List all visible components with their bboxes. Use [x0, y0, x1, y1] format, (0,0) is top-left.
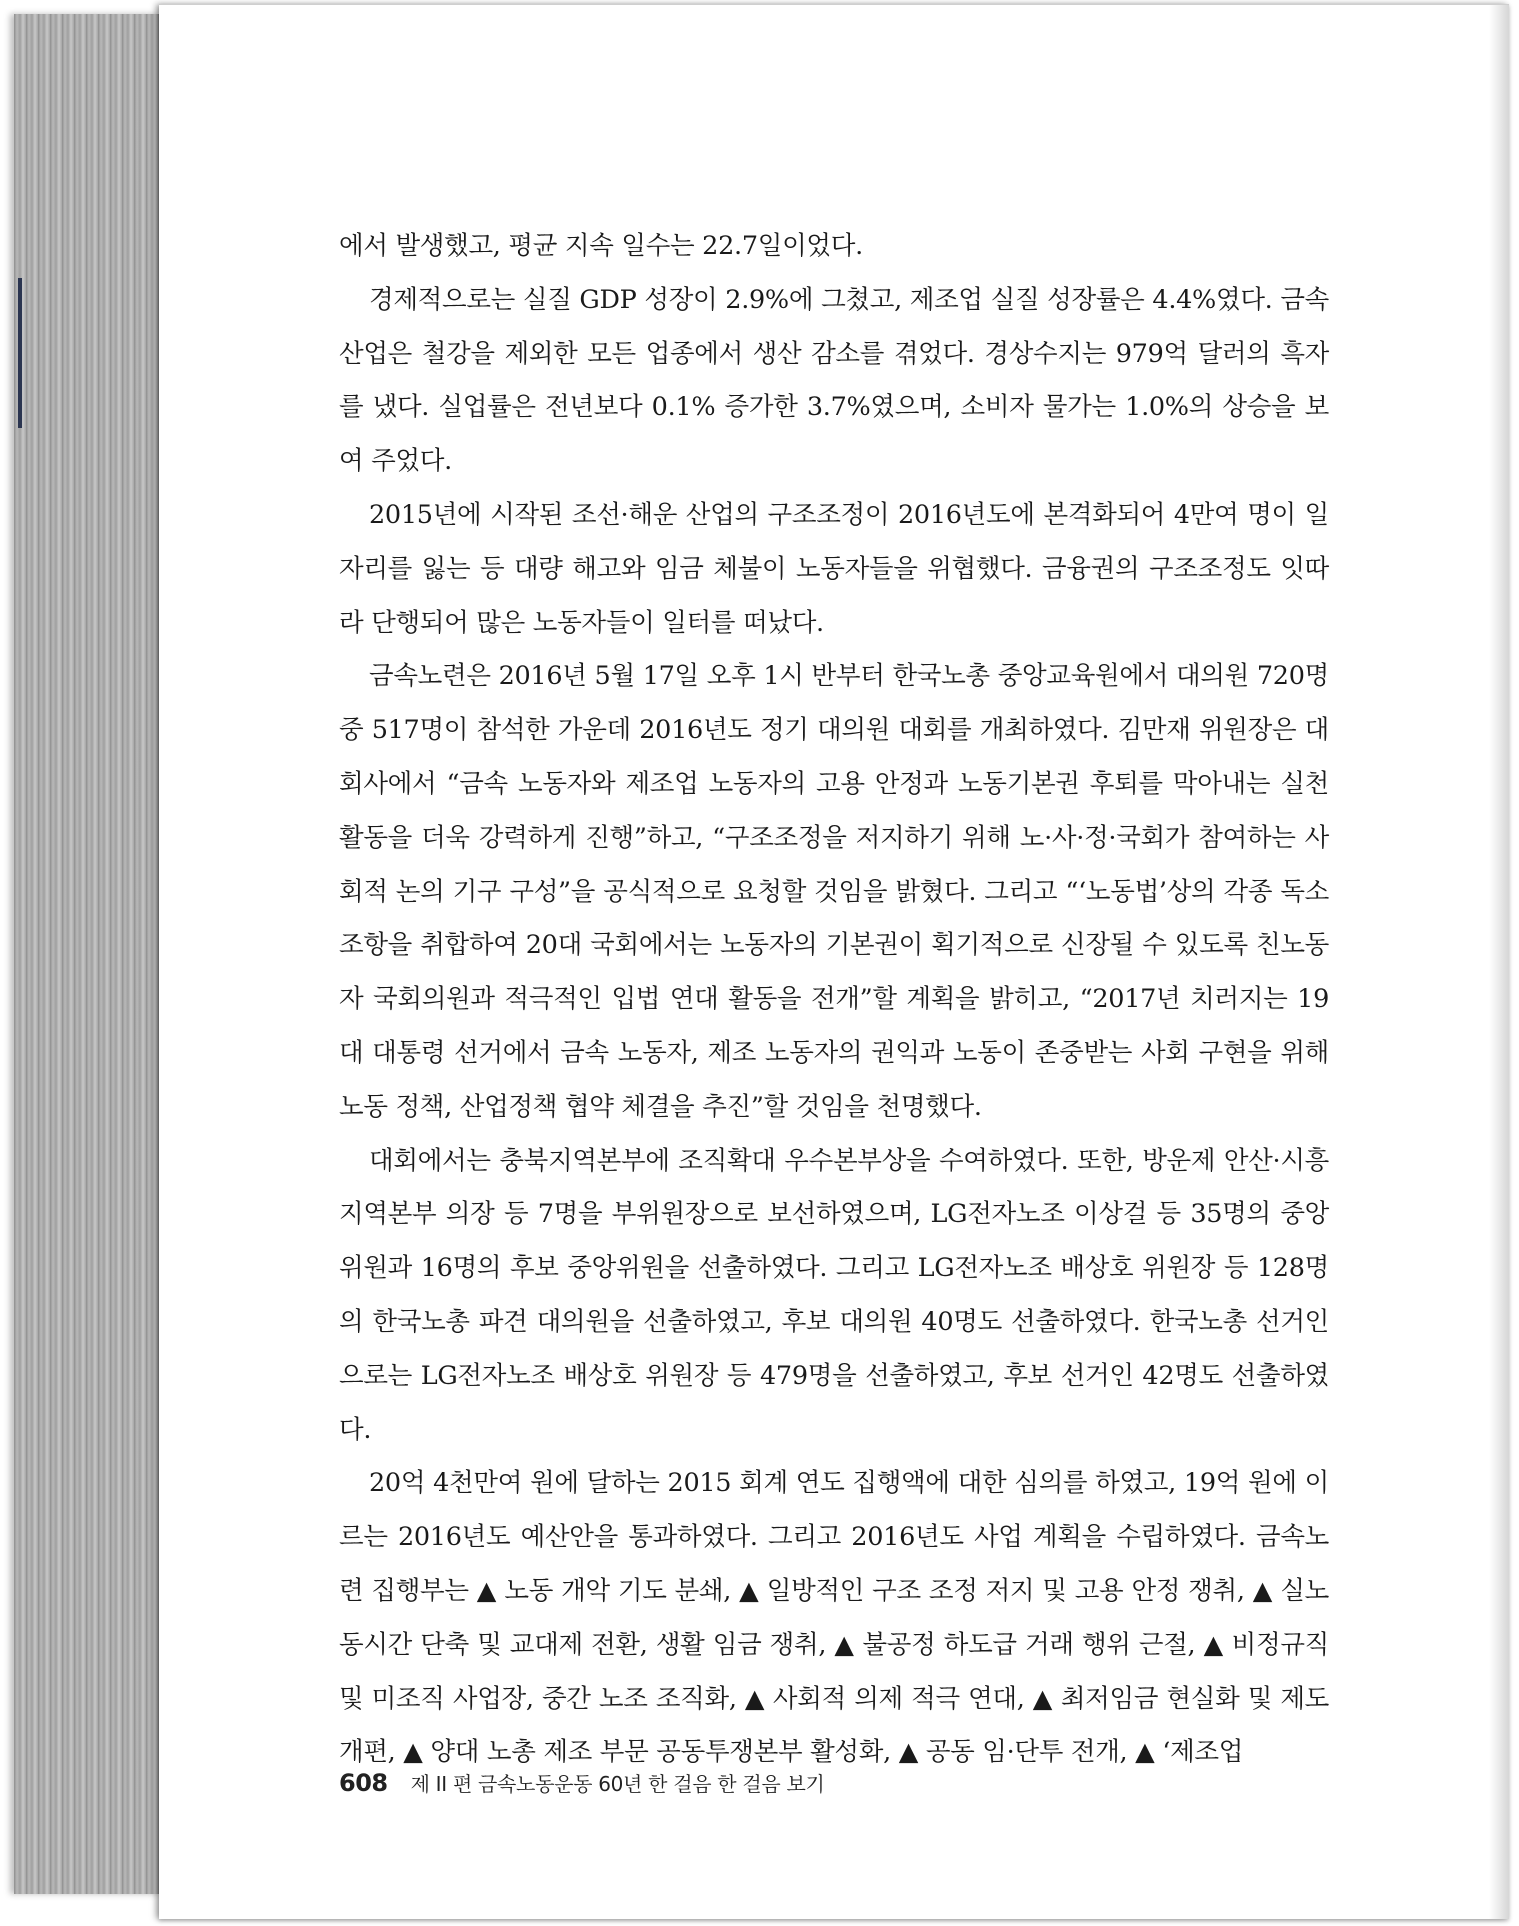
paragraph-elections: 대회에서는 충북지역본부에 조직확대 우수본부상을 수여하였다. 또한, 방운제 안산·시흥 지역본부 의장 등 7명을 부위원장으로 보선하였으며, LG전자노조 이상걸 등 35명의 중앙위원과 16명의 후보 중앙위원을 선출하였다. 그리고 LG전자노조 배상호 위원장 등 128명의 한국노총 파견 대의원을 선출하였고, 후보 대의원 40명도 선출하였다. 한국노총 선거인으로는 LG전자노조 배상호 위원장 등 479명을 선출하였고, 후보 선거인 42명도 선출하였다.	[339, 1145, 1329, 1445]
paragraph-economy: 경제적으로는 실질 GDP 성장이 2.9%에 그쳤고, 제조업 실질 성장률은 4.4%였다. 금속 산업은 철강을 제외한 모든 업종에서 생산 감소를 겪었다. 경상수지는 979억 달러의 흑자를 냈다. 실업률은 전년보다 0.1% 증가한 3.7%였으며, 소비자 물가는 1.0%의 상승을 보여 주었다.	[339, 284, 1329, 477]
section-title: 제 II 편 금속노동운동 60년 한 걸음 한 걸음 보기	[410, 1772, 825, 1796]
paragraph-continued: 에서 발생했고, 평균 지속 일수는 22.7일이었다.	[339, 231, 863, 261]
body-text	[339, 220, 1329, 1780]
page-number: 608	[339, 1769, 388, 1797]
bookmark-ribbon	[18, 278, 22, 428]
paragraph-restructuring: 2015년에 시작된 조선·해운 산업의 구조조정이 2016년도에 본격화되어 4만여 명이 일자리를 잃는 등 대량 해고와 임금 체불이 노동자들을 위협했다. 금융권의 구조조정도 잇따라 단행되어 많은 노동자들이 일터를 떠났다.	[339, 499, 1329, 638]
page-stack-edge	[14, 14, 164, 1894]
paragraph-budget: 20억 4천만여 원에 달하는 2015 회계 연도 집행액에 대한 심의를 하였고, 19억 원에 이르는 2016년도 예산안을 통과하였다. 그리고 2016년도 사업 계획을 수립하였다. 금속노련 집행부는 ▲ 노동 개악 기도 분쇄, ▲ 일방적인 구조 조정 저지 및 고용 안정 쟁취, ▲ 실노동시간 단축 및 교대제 전환, 생활 임금 쟁취, ▲ 불공정 하도급 거래 행위 근절, ▲ 비정규직 및 미조직 사업장, 중간 노조 조직화, ▲ 사회적 의제 적극 연대, ▲ 최저임금 현실화 및 제도 개편, ▲ 양대 노총 제조 부문 공동투쟁본부 활성화, ▲ 공동 임·단투 전개, ▲ ‘제조업	[339, 1468, 1329, 1768]
paragraph-convention: 금속노련은 2016년 5월 17일 오후 1시 반부터 한국노총 중앙교육원에서 대의원 720명 중 517명이 참석한 가운데 2016년도 정기 대의원 대회를 개최하였다. 김만재 위원장은 대회사에서 “금속 노동자와 제조업 노동자의 고용 안정과 노동기본권 후퇴를 막아내는 실천 활동을 더욱 강력하게 진행”하고, “구조조정을 저지하기 위해 노·사·정·국회가 참여하는 사회적 논의 기구 구성”을 공식적으로 요청할 것임을 밝혔다. 그리고 “‘노동법’상의 각종 독소 조항을 취합하여 20대 국회에서는 노동자의 기본권이 획기적으로 신장될 수 있도록 친노동자 국회의원과 적극적인 입법 연대 활동을 전개”할 계획을 밝히고, “2017년 치러지는 19대 대통령 선거에서 금속 노동자, 제조 노동자의 권익과 노동이 존중받는 사회 구현을 위해 노동 정책, 산업정책 협약 체결을 추진”할 것임을 천명했다.	[339, 661, 1329, 1122]
page-footer	[339, 1768, 825, 1797]
page-right-edge-shadow	[1489, 5, 1509, 1919]
